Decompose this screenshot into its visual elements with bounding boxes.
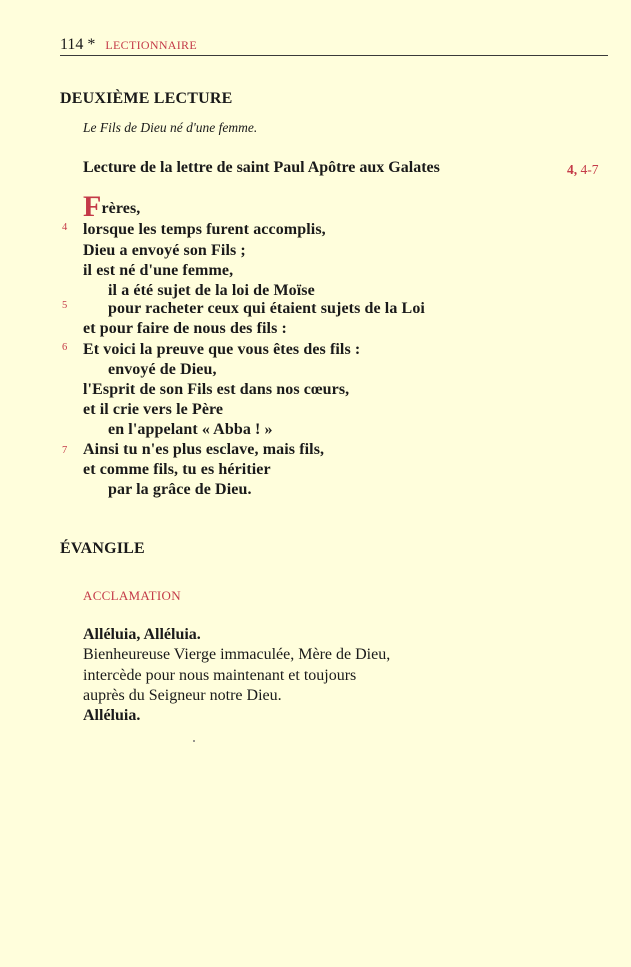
- alleluia-open: Alléluia, Alléluia.: [83, 626, 201, 643]
- header-rule: [60, 55, 608, 56]
- verse-line: envoyé de Dieu,: [108, 361, 217, 378]
- alleluia-close: Alléluia.: [83, 707, 141, 724]
- acclamation-line: intercède pour nous maintenant et toujours: [83, 667, 357, 684]
- opening-rest: rères,: [101, 200, 141, 217]
- verse-line: l'Esprit de son Fils est dans nos cœurs,: [83, 381, 350, 398]
- verse-line: Dieu a envoyé son Fils ;: [83, 242, 246, 259]
- verse-line: par la grâce de Dieu.: [108, 481, 252, 498]
- page-number: 114 *: [60, 36, 96, 53]
- verse-number: 4: [62, 222, 68, 233]
- verse-number: 7: [62, 445, 68, 456]
- verse-line: lorsque les temps furent accomplis,: [83, 221, 326, 238]
- gospel-heading: ÉVANGILE: [60, 540, 145, 557]
- verse-line: Ainsi tu n'es plus esclave, mais fils,: [83, 441, 325, 458]
- verse-line: il a été sujet de la loi de Moïse: [108, 282, 315, 299]
- verse-line: et comme fils, tu es héritier: [83, 461, 271, 478]
- drop-initial: F: [83, 190, 102, 223]
- reference-chapter: 4,: [567, 162, 578, 177]
- verse-number: 5: [62, 300, 68, 311]
- verse-line: pour racheter ceux qui étaient sujets de la Loi: [108, 300, 425, 317]
- acclamation-line: auprès du Seigneur notre Dieu.: [83, 687, 282, 704]
- running-head: [60, 36, 197, 54]
- running-title: LECTIONNAIRE: [105, 38, 197, 52]
- verse-line: en l'appelant « Abba ! »: [108, 421, 273, 438]
- verse-line: et il crie vers le Père: [83, 401, 224, 418]
- reference-verses: 4-7: [580, 162, 599, 177]
- verse-line: il est né d'une femme,: [83, 262, 234, 279]
- scripture-reference: [567, 162, 599, 178]
- reading-title: Lecture de la lettre de saint Paul Apôtre aux Galates: [83, 159, 440, 176]
- opening-line: [83, 192, 140, 222]
- paper-speck: [193, 740, 195, 742]
- reading-subtitle: Le Fils de Dieu né d'une femme.: [83, 120, 258, 135]
- verse-line: Et voici la preuve que vous êtes des fils :: [83, 341, 361, 358]
- acclamation-line: Bienheureuse Vierge immaculée, Mère de Dieu,: [83, 646, 391, 663]
- verse-line: et pour faire de nous des fils :: [83, 320, 287, 337]
- verse-number: 6: [62, 342, 68, 353]
- second-reading-heading: DEUXIÈME LECTURE: [60, 90, 233, 107]
- acclamation-label: ACCLAMATION: [83, 588, 181, 603]
